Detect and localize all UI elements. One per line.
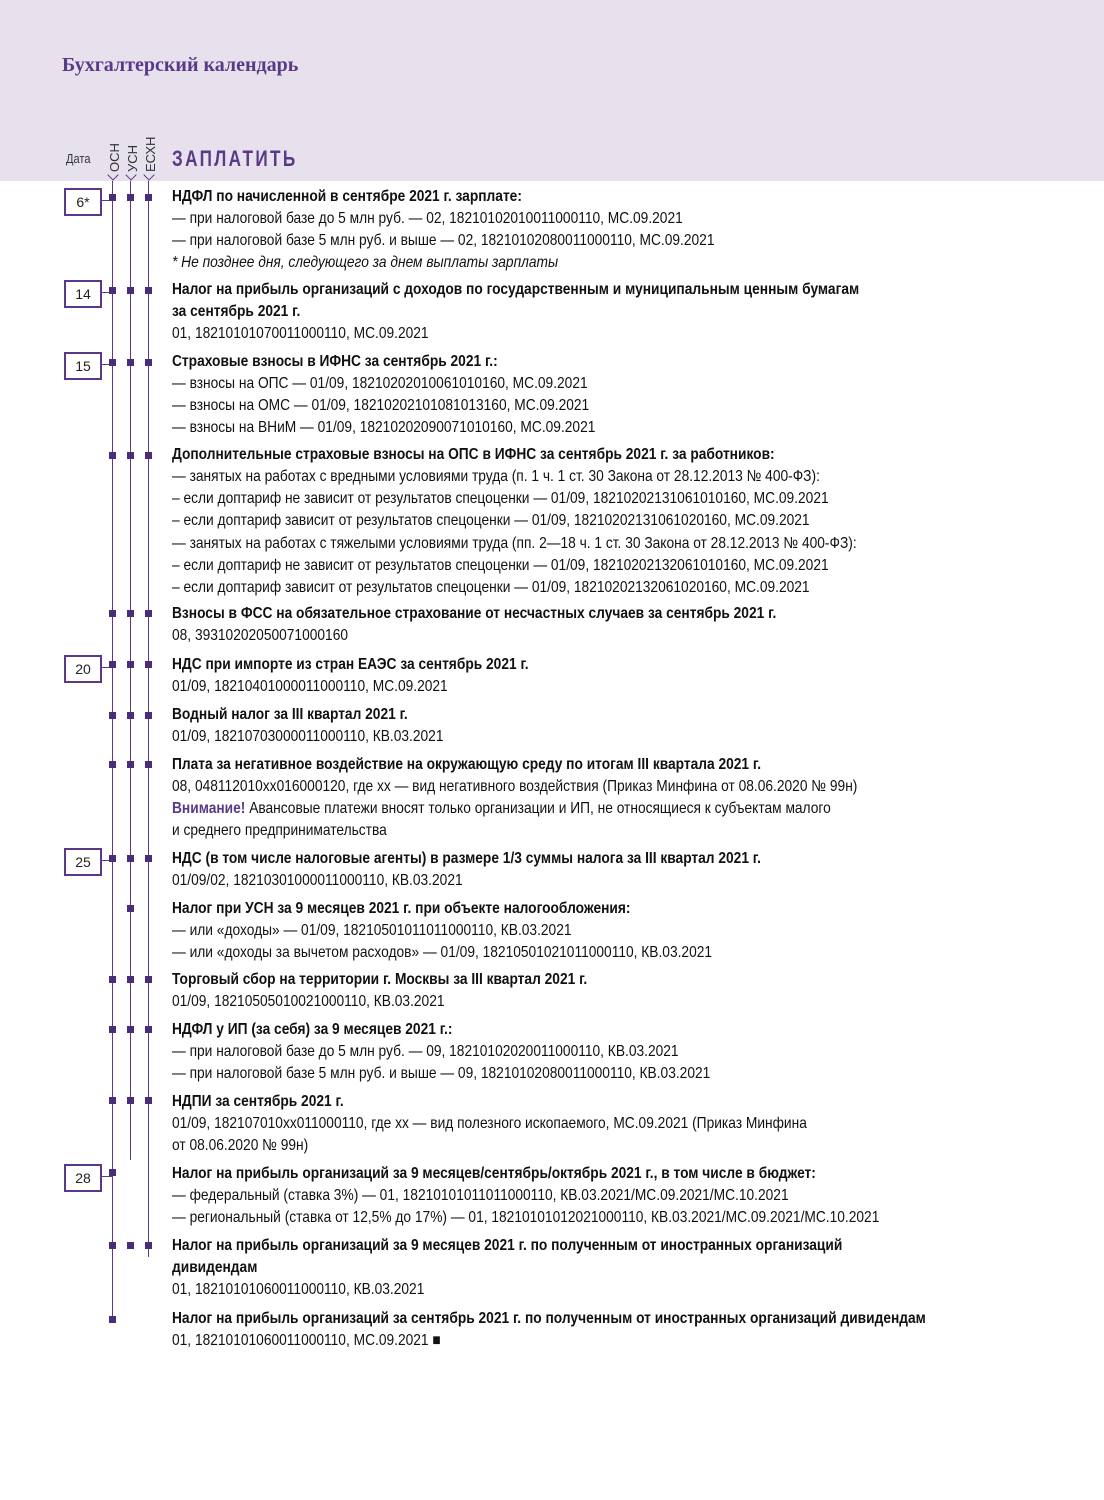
entry-detail: – если доптариф зависит от результатов спецоценки — 01/09, 18210202131061020160, МС.09.2021 [172, 512, 810, 529]
entry-title: дивидендам [172, 1259, 258, 1276]
marker-usn [127, 712, 134, 719]
marker-osn [109, 194, 116, 201]
entry-detail: — при налоговой базе 5 млн руб. и выше — 09, 18210102080011000110, КВ.03.2021 [172, 1065, 711, 1082]
column-rule-eshn [148, 181, 149, 1257]
marker-usn [127, 661, 134, 668]
entry-detail: — федеральный (ставка 3%) — 01, 18210101011011000110, КВ.03.2021/МС.09.2021/МС.10.2021 [172, 1187, 789, 1204]
entry-detail: от 08.06.2020 № 99н) [172, 1137, 309, 1154]
marker-usn [127, 1097, 134, 1104]
entry-title: Плата за негативное воздействие на окружающую среду по итогам III квартала 2021 г. [172, 756, 762, 773]
marker-osn [109, 712, 116, 719]
entry-title: Дополнительные страховые взносы на ОПС в ИФНС за сентябрь 2021 г. за работников: [172, 446, 775, 463]
marker-eshn [145, 194, 152, 201]
entry-detail: 01/09, 18210401000011000110, МС.09.2021 [172, 678, 448, 695]
column-rule-osn [112, 181, 113, 1323]
entry-title: Взносы в ФСС на обязательное страхование от несчастных случаев за сентябрь 2021 г. [172, 605, 777, 622]
column-header-eshn: ЕСХН [143, 136, 158, 172]
entry-detail: — или «доходы» — 01/09, 18210501011011000110, КВ.03.2021 [172, 922, 572, 939]
entry-detail: 08, 39310202050071000160 [172, 627, 349, 644]
entry-title: Водный налог за III квартал 2021 г. [172, 706, 408, 723]
marker-osn [109, 610, 116, 617]
marker-usn [127, 976, 134, 983]
date-box: 20 [64, 655, 102, 683]
date-box: 14 [64, 280, 102, 308]
attention-label: Внимание! [172, 800, 246, 817]
entry-title: Налог на прибыль организаций за сентябрь 2021 г. по полученным от иностранных организаций дивидендам [172, 1310, 926, 1327]
entry-detail: 01/09, 18210703000011000110, КВ.03.2021 [172, 728, 444, 745]
attention-text: Авансовые платежи вносят только организации и ИП, не относящиеся к субъектам малого [245, 800, 831, 817]
entry-detail: — региональный (ставка от 12,5% до 17%) — 01, 18210101012021000110, КВ.03.2021/МС.09.2021/МС.10.2021 [172, 1209, 880, 1226]
date-connector [100, 1176, 112, 1177]
marker-osn [109, 1316, 116, 1323]
marker-eshn [145, 712, 152, 719]
marker-eshn [145, 976, 152, 983]
marker-usn [127, 452, 134, 459]
entry-title: Налог на прибыль организаций с доходов по государственным и муниципальным ценным бумагам [172, 281, 860, 298]
column-header-usn: УСН [125, 144, 140, 172]
entry-detail: — при налоговой базе до 5 млн руб. — 09, 18210102020011000110, КВ.03.2021 [172, 1043, 679, 1060]
marker-usn [127, 855, 134, 862]
entry-detail: 01/09, 18210505010021000110, КВ.03.2021 [172, 993, 445, 1010]
marker-eshn [145, 1097, 152, 1104]
entry-detail: — или «доходы за вычетом расходов» — 01/09, 18210501021011000110, КВ.03.2021 [172, 944, 713, 961]
marker-eshn [145, 661, 152, 668]
marker-usn [127, 761, 134, 768]
entry-title: Страховые взносы в ИФНС за сентябрь 2021 г.: [172, 353, 498, 370]
marker-usn [127, 905, 134, 912]
entry-title: Налог на прибыль организаций за 9 месяцев/сентябрь/октябрь 2021 г., в том числе в бюджет: [172, 1165, 816, 1182]
entry-detail: 01, 18210101070011000110, МС.09.2021 [172, 325, 429, 342]
entry-title: НДФЛ у ИП (за себя) за 9 месяцев 2021 г.: [172, 1021, 453, 1038]
marker-osn [109, 452, 116, 459]
column-header-osn: ОСН [107, 143, 122, 172]
entry-title: НДС (в том числе налоговые агенты) в размере 1/3 суммы налога за III квартал 2021 г. [172, 850, 761, 867]
entry-title: Налог при УСН за 9 месяцев 2021 г. при объекте налогообложения: [172, 900, 631, 917]
entry-title: Торговый сбор на территории г. Москвы за III квартал 2021 г. [172, 971, 588, 988]
marker-usn [127, 1242, 134, 1249]
marker-eshn [145, 761, 152, 768]
entry-detail: — взносы на ОМС — 01/09, 18210202101081013160, МС.09.2021 [172, 397, 590, 414]
marker-osn [109, 359, 116, 366]
entry-detail: – если доптариф зависит от результатов спецоценки — 01/09, 18210202132061020160, МС.09.2021 [172, 579, 810, 596]
marker-osn [109, 976, 116, 983]
marker-osn [109, 287, 116, 294]
marker-usn [127, 610, 134, 617]
entry-detail: — занятых на работах с тяжелыми условиями труда (пп. 2—18 ч. 1 ст. 30 Закона от 28.12.2013 № 400-ФЗ): [172, 535, 857, 552]
date-box: 15 [64, 352, 102, 380]
marker-usn [127, 287, 134, 294]
date-box: 6* [64, 188, 102, 216]
entry-detail: и среднего предпринимательства [172, 822, 387, 839]
entry-detail: — при налоговой базе 5 млн руб. и выше — 02, 18210102080011000110, МС.09.2021 [172, 232, 715, 249]
entry-detail: — занятых на работах с вредными условиями труда (п. 1 ч. 1 ст. 30 Закона от 28.12.2013 № 400-ФЗ): [172, 468, 820, 485]
marker-usn [127, 359, 134, 366]
entry-footnote: * Не позднее дня, следующего за днем выплаты зарплаты [172, 254, 559, 271]
entry-title: НДФЛ по начисленной в сентябре 2021 г. зарплате: [172, 188, 522, 205]
entry-title: НДС при импорте из стран ЕАЭС за сентябрь 2021 г. [172, 656, 529, 673]
entry-title: за сентябрь 2021 г. [172, 303, 301, 320]
marker-osn [109, 1026, 116, 1033]
column-rule-usn [130, 181, 131, 1160]
entry-detail: — взносы на ОПС — 01/09, 18210202010061010160, МС.09.2021 [172, 375, 588, 392]
entry-note [172, 798, 1032, 820]
entry-detail: — взносы на ВНиМ — 01/09, 18210202090071010160, МС.09.2021 [172, 419, 596, 436]
section-title: ЗАПЛАТИТЬ [172, 146, 298, 171]
entry-detail: – если доптариф не зависит от результатов спецоценки — 01/09, 18210202132061010160, МС.09.2021 [172, 557, 829, 574]
header-band [0, 0, 1104, 181]
date-box: 25 [64, 848, 102, 876]
marker-eshn [145, 1242, 152, 1249]
marker-osn [109, 661, 116, 668]
marker-osn [109, 1242, 116, 1249]
marker-osn [109, 1169, 116, 1176]
marker-usn [127, 1026, 134, 1033]
marker-eshn [145, 452, 152, 459]
entry-title: НДПИ за сентябрь 2021 г. [172, 1093, 344, 1110]
column-header-date: Дата [66, 151, 91, 166]
entry-title: Налог на прибыль организаций за 9 месяцев 2021 г. по полученным от иностранных организаций [172, 1237, 843, 1254]
marker-osn [109, 761, 116, 768]
entry-detail: 01/09, 182107010xx011000110, где хх — вид полезного ископаемого, МС.09.2021 (Приказ Минфина [172, 1115, 807, 1132]
entry-detail: 01, 18210101060011000110, МС.09.2021 ■ [172, 1332, 441, 1349]
entry-detail: 08, 048112010xx016000120, где xx — вид негативного воздействия (Приказ Минфина от 08.06.2020 № 99н) [172, 778, 858, 795]
marker-eshn [145, 359, 152, 366]
marker-eshn [145, 1026, 152, 1033]
marker-eshn [145, 287, 152, 294]
entry-detail: 01, 18210101060011000110, КВ.03.2021 [172, 1281, 425, 1298]
date-box: 28 [64, 1164, 102, 1192]
marker-eshn [145, 855, 152, 862]
marker-osn [109, 855, 116, 862]
marker-eshn [145, 610, 152, 617]
entry-detail: — при налоговой базе до 5 млн руб. — 02, 18210102010011000110, МС.09.2021 [172, 210, 683, 227]
page-title: Бухгалтерский календарь [62, 54, 299, 76]
entry-detail: 01/09/02, 18210301000011000110, КВ.03.2021 [172, 872, 463, 889]
entry-detail: – если доптариф не зависит от результатов спецоценки — 01/09, 18210202131061010160, МС.09.2021 [172, 490, 829, 507]
marker-usn [127, 194, 134, 201]
marker-osn [109, 1097, 116, 1104]
